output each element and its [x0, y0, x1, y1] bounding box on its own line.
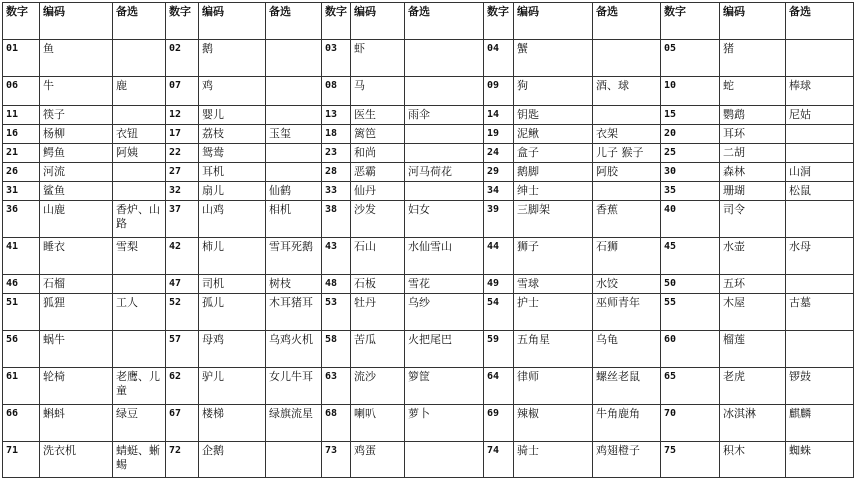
cell-alternative: 水仙雪山 [405, 238, 484, 275]
header-code: 编码 [199, 3, 266, 40]
table-row [3, 294, 854, 331]
cell-code: 睡衣 [40, 238, 113, 275]
cell-code: 洗衣机 [40, 442, 113, 478]
cell-alternative: 锣鼓 [786, 368, 854, 405]
table-row [3, 144, 854, 163]
cell-code: 鹦鹉 [720, 106, 786, 125]
cell-number: 14 [484, 106, 514, 125]
cell-alternative [786, 275, 854, 294]
cell-alternative: 女儿牛耳 [266, 368, 322, 405]
cell-number: 19 [484, 125, 514, 144]
table-body [3, 40, 854, 478]
cell-code: 骑士 [514, 442, 593, 478]
table-row [3, 331, 854, 368]
cell-number: 20 [661, 125, 720, 144]
cell-number: 30 [661, 163, 720, 182]
cell-alternative: 火把尾巴 [405, 331, 484, 368]
cell-code: 蝌蚪 [40, 405, 113, 442]
header-number: 数字 [661, 3, 720, 40]
cell-number: 71 [3, 442, 40, 478]
cell-code: 牡丹 [351, 294, 405, 331]
cell-code: 司机 [199, 275, 266, 294]
cell-code: 仙丹 [351, 182, 405, 201]
table-row [3, 106, 854, 125]
cell-alternative: 香蕉 [593, 201, 661, 238]
cell-alternative: 水母 [786, 238, 854, 275]
cell-number: 61 [3, 368, 40, 405]
cell-number: 65 [661, 368, 720, 405]
cell-number: 12 [166, 106, 199, 125]
cell-number: 60 [661, 331, 720, 368]
cell-alternative: 乌龟 [593, 331, 661, 368]
cell-number: 26 [3, 163, 40, 182]
header-row [3, 3, 854, 40]
cell-number: 67 [166, 405, 199, 442]
cell-alternative [266, 106, 322, 125]
cell-code: 医生 [351, 106, 405, 125]
cell-number: 62 [166, 368, 199, 405]
cell-code: 老虎 [720, 368, 786, 405]
cell-number: 33 [322, 182, 351, 201]
cell-number: 16 [3, 125, 40, 144]
cell-code: 护士 [514, 294, 593, 331]
header-number: 数字 [484, 3, 514, 40]
cell-alternative: 妇女 [405, 201, 484, 238]
cell-code: 积木 [720, 442, 786, 478]
cell-alternative [266, 163, 322, 182]
cell-number: 58 [322, 331, 351, 368]
cell-number: 05 [661, 40, 720, 77]
cell-number: 15 [661, 106, 720, 125]
cell-code: 冰淇淋 [720, 405, 786, 442]
cell-alternative: 麒麟 [786, 405, 854, 442]
cell-alternative [593, 40, 661, 77]
cell-code: 石山 [351, 238, 405, 275]
cell-number: 57 [166, 331, 199, 368]
cell-number: 44 [484, 238, 514, 275]
cell-code: 鸡蛋 [351, 442, 405, 478]
code-table-container [2, 2, 854, 478]
cell-alternative: 相机 [266, 201, 322, 238]
cell-alternative [405, 125, 484, 144]
cell-code: 牛 [40, 77, 113, 106]
cell-code: 森林 [720, 163, 786, 182]
cell-alternative: 乌纱 [405, 294, 484, 331]
cell-alternative: 雪花 [405, 275, 484, 294]
cell-number: 64 [484, 368, 514, 405]
cell-number: 55 [661, 294, 720, 331]
cell-alternative: 石狮 [593, 238, 661, 275]
number-code-table [2, 2, 854, 478]
cell-code: 驴儿 [199, 368, 266, 405]
cell-alternative [266, 442, 322, 478]
cell-number: 18 [322, 125, 351, 144]
cell-code: 三脚架 [514, 201, 593, 238]
cell-code: 耳机 [199, 163, 266, 182]
cell-code: 苦瓜 [351, 331, 405, 368]
cell-code: 虾 [351, 40, 405, 77]
cell-number: 59 [484, 331, 514, 368]
cell-code: 狮子 [514, 238, 593, 275]
header-alternative: 备选 [786, 3, 854, 40]
cell-code: 马 [351, 77, 405, 106]
cell-alternative: 衣钮 [113, 125, 166, 144]
cell-number: 27 [166, 163, 199, 182]
header-number: 数字 [322, 3, 351, 40]
cell-alternative [405, 144, 484, 163]
cell-code: 蛇 [720, 77, 786, 106]
cell-alternative [593, 182, 661, 201]
cell-alternative: 鸡翅橙子 [593, 442, 661, 478]
cell-code: 雪球 [514, 275, 593, 294]
cell-alternative: 衣架 [593, 125, 661, 144]
cell-alternative [405, 77, 484, 106]
cell-number: 17 [166, 125, 199, 144]
cell-number: 31 [3, 182, 40, 201]
cell-alternative: 蜻蜓、蜥蜴 [113, 442, 166, 478]
cell-code: 筷子 [40, 106, 113, 125]
cell-number: 68 [322, 405, 351, 442]
cell-code: 木屋 [720, 294, 786, 331]
cell-alternative [593, 106, 661, 125]
cell-code: 母鸡 [199, 331, 266, 368]
cell-alternative: 松鼠 [786, 182, 854, 201]
cell-number: 74 [484, 442, 514, 478]
cell-number: 09 [484, 77, 514, 106]
cell-code: 狗 [514, 77, 593, 106]
cell-number: 34 [484, 182, 514, 201]
cell-alternative: 水饺 [593, 275, 661, 294]
cell-number: 56 [3, 331, 40, 368]
cell-number: 75 [661, 442, 720, 478]
cell-code: 鸳鸯 [199, 144, 266, 163]
cell-alternative [405, 182, 484, 201]
cell-number: 07 [166, 77, 199, 106]
cell-number: 53 [322, 294, 351, 331]
cell-alternative: 玉玺 [266, 125, 322, 144]
cell-code: 鲨鱼 [40, 182, 113, 201]
cell-alternative: 萝卜 [405, 405, 484, 442]
cell-alternative: 酒、球 [593, 77, 661, 106]
cell-number: 04 [484, 40, 514, 77]
cell-code: 流沙 [351, 368, 405, 405]
cell-code: 耳环 [720, 125, 786, 144]
cell-alternative: 树枝 [266, 275, 322, 294]
cell-number: 43 [322, 238, 351, 275]
header-alternative: 备选 [113, 3, 166, 40]
header-code: 编码 [720, 3, 786, 40]
cell-alternative [113, 275, 166, 294]
cell-alternative: 木耳猪耳 [266, 294, 322, 331]
cell-number: 41 [3, 238, 40, 275]
cell-alternative: 雪梨 [113, 238, 166, 275]
cell-alternative [113, 163, 166, 182]
cell-number: 50 [661, 275, 720, 294]
cell-code: 盒子 [514, 144, 593, 163]
cell-alternative: 工人 [113, 294, 166, 331]
header-code: 编码 [514, 3, 593, 40]
cell-code: 山鸡 [199, 201, 266, 238]
cell-code: 五环 [720, 275, 786, 294]
cell-number: 38 [322, 201, 351, 238]
cell-code: 喇叭 [351, 405, 405, 442]
header-alternative: 备选 [593, 3, 661, 40]
cell-code: 鱼 [40, 40, 113, 77]
cell-number: 54 [484, 294, 514, 331]
table-row [3, 275, 854, 294]
cell-number: 32 [166, 182, 199, 201]
cell-number: 01 [3, 40, 40, 77]
cell-number: 45 [661, 238, 720, 275]
cell-alternative [113, 40, 166, 77]
cell-code: 柿儿 [199, 238, 266, 275]
cell-number: 08 [322, 77, 351, 106]
cell-number: 48 [322, 275, 351, 294]
cell-alternative: 尼姑 [786, 106, 854, 125]
table-row [3, 182, 854, 201]
cell-code: 鹅 [199, 40, 266, 77]
cell-alternative [113, 106, 166, 125]
cell-code: 司令 [720, 201, 786, 238]
cell-code: 石板 [351, 275, 405, 294]
cell-number: 52 [166, 294, 199, 331]
cell-number: 23 [322, 144, 351, 163]
cell-number: 37 [166, 201, 199, 238]
cell-code: 和尚 [351, 144, 405, 163]
cell-code: 恶霸 [351, 163, 405, 182]
cell-code: 辣椒 [514, 405, 593, 442]
cell-code: 篱笆 [351, 125, 405, 144]
header-number: 数字 [3, 3, 40, 40]
header-number: 数字 [166, 3, 199, 40]
cell-code: 杨柳 [40, 125, 113, 144]
cell-number: 35 [661, 182, 720, 201]
cell-code: 蟹 [514, 40, 593, 77]
cell-number: 47 [166, 275, 199, 294]
cell-alternative: 古墓 [786, 294, 854, 331]
header-code: 编码 [40, 3, 113, 40]
cell-alternative [786, 40, 854, 77]
cell-alternative: 老鹰、儿童 [113, 368, 166, 405]
table-row [3, 163, 854, 182]
cell-code: 榴莲 [720, 331, 786, 368]
cell-code: 山鹿 [40, 201, 113, 238]
table-row [3, 442, 854, 478]
cell-alternative: 鹿 [113, 77, 166, 106]
cell-number: 03 [322, 40, 351, 77]
table-row [3, 368, 854, 405]
cell-alternative [113, 331, 166, 368]
cell-alternative [786, 331, 854, 368]
cell-number: 10 [661, 77, 720, 106]
table-row [3, 405, 854, 442]
cell-alternative: 儿子 猴子 [593, 144, 661, 163]
cell-code: 鸡 [199, 77, 266, 106]
cell-number: 39 [484, 201, 514, 238]
cell-code: 孤儿 [199, 294, 266, 331]
table-row [3, 77, 854, 106]
cell-alternative: 雪耳死鹅 [266, 238, 322, 275]
cell-code: 沙发 [351, 201, 405, 238]
header-alternative: 备选 [405, 3, 484, 40]
cell-alternative: 蜘蛛 [786, 442, 854, 478]
cell-number: 46 [3, 275, 40, 294]
cell-code: 楼梯 [199, 405, 266, 442]
cell-code: 猪 [720, 40, 786, 77]
cell-alternative [266, 40, 322, 77]
cell-alternative: 仙鹤 [266, 182, 322, 201]
cell-code: 荔枝 [199, 125, 266, 144]
cell-code: 二胡 [720, 144, 786, 163]
cell-code: 扇儿 [199, 182, 266, 201]
cell-number: 36 [3, 201, 40, 238]
cell-number: 22 [166, 144, 199, 163]
cell-number: 06 [3, 77, 40, 106]
cell-alternative [405, 40, 484, 77]
cell-alternative: 山洞 [786, 163, 854, 182]
table-row [3, 40, 854, 77]
table-row [3, 125, 854, 144]
cell-alternative: 牛角鹿角 [593, 405, 661, 442]
cell-number: 63 [322, 368, 351, 405]
cell-alternative [786, 125, 854, 144]
cell-number: 21 [3, 144, 40, 163]
cell-number: 29 [484, 163, 514, 182]
cell-code: 企鹅 [199, 442, 266, 478]
cell-code: 五角星 [514, 331, 593, 368]
cell-code: 珊瑚 [720, 182, 786, 201]
cell-number: 13 [322, 106, 351, 125]
cell-number: 72 [166, 442, 199, 478]
cell-alternative: 箩筐 [405, 368, 484, 405]
cell-code: 绅士 [514, 182, 593, 201]
cell-alternative: 螺丝老鼠 [593, 368, 661, 405]
cell-alternative [786, 201, 854, 238]
cell-code: 钥匙 [514, 106, 593, 125]
cell-alternative [113, 182, 166, 201]
cell-alternative: 河马荷花 [405, 163, 484, 182]
header-alternative: 备选 [266, 3, 322, 40]
cell-code: 婴儿 [199, 106, 266, 125]
cell-number: 70 [661, 405, 720, 442]
cell-number: 25 [661, 144, 720, 163]
cell-alternative: 阿姨 [113, 144, 166, 163]
cell-code: 律师 [514, 368, 593, 405]
cell-number: 28 [322, 163, 351, 182]
cell-alternative: 香炉、山路 [113, 201, 166, 238]
cell-alternative: 绿豆 [113, 405, 166, 442]
cell-alternative [786, 144, 854, 163]
cell-alternative: 乌鸡火机 [266, 331, 322, 368]
cell-number: 51 [3, 294, 40, 331]
cell-alternative: 绿旗流星 [266, 405, 322, 442]
cell-code: 鳄鱼 [40, 144, 113, 163]
table-row [3, 201, 854, 238]
cell-code: 狐狸 [40, 294, 113, 331]
cell-alternative: 雨伞 [405, 106, 484, 125]
cell-code: 水壶 [720, 238, 786, 275]
table-row [3, 238, 854, 275]
cell-number: 11 [3, 106, 40, 125]
cell-alternative: 巫师青年 [593, 294, 661, 331]
cell-number: 42 [166, 238, 199, 275]
cell-alternative [405, 442, 484, 478]
cell-alternative: 棒球 [786, 77, 854, 106]
cell-number: 69 [484, 405, 514, 442]
cell-code: 蜗牛 [40, 331, 113, 368]
header-code: 编码 [351, 3, 405, 40]
cell-alternative [266, 77, 322, 106]
cell-number: 24 [484, 144, 514, 163]
cell-code: 轮椅 [40, 368, 113, 405]
cell-code: 石榴 [40, 275, 113, 294]
cell-number: 40 [661, 201, 720, 238]
cell-number: 02 [166, 40, 199, 77]
cell-alternative: 阿胶 [593, 163, 661, 182]
cell-number: 49 [484, 275, 514, 294]
cell-code: 鹅脚 [514, 163, 593, 182]
cell-number: 66 [3, 405, 40, 442]
cell-code: 河流 [40, 163, 113, 182]
cell-alternative [266, 144, 322, 163]
cell-number: 73 [322, 442, 351, 478]
cell-code: 泥鳅 [514, 125, 593, 144]
